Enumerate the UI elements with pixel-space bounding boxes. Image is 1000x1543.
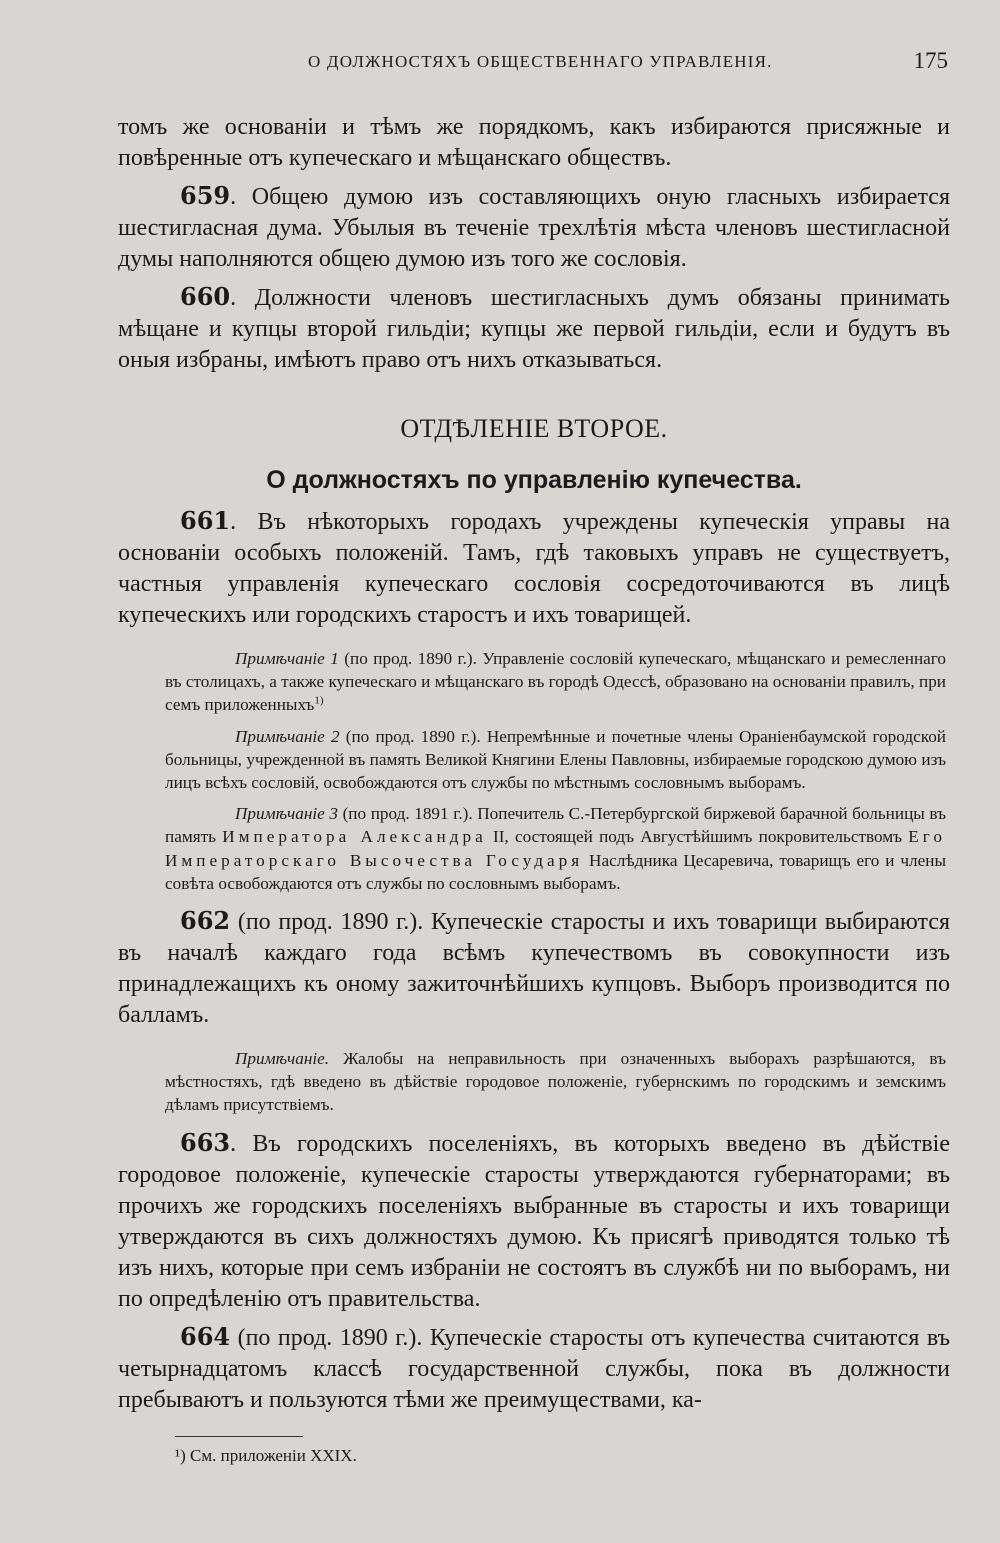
article-660: 660. Должности членовъ шестигласныхъ думъ обязаны принимать мѣщане и купцы второй гильдіи; купцы же первой гильдіи, если и будутъ въ оныя избраны, имѣютъ право отъ нихъ отказываться. bbox=[118, 282, 950, 373]
note-2: Примѣчаніе 2 (по прод. 1890 г.). Непремѣнные и почетные члены Ораніенбаумской городской больницы, учрежденной въ память Великой Княгини Елены Павловны, избираемые городскою думою изъ лицъ всѣхъ сословій, освобождаются отъ службы по мѣстнымъ сословнымъ выборамъ. bbox=[165, 726, 946, 793]
part-title: ОТДѢЛЕНІЕ ВТОРОЕ. bbox=[400, 414, 668, 443]
article-661: 661. Въ нѣкоторыхъ городахъ учреждены купеческія управы на основаніи особыхъ положеній. Тамъ, гдѣ таковыхъ управъ не существуетъ, частныя управленія купеческаго сословія сосредоточиваются въ лицѣ купеческихъ или городскихъ старостъ и ихъ товарищей. bbox=[118, 506, 950, 628]
article-number: 659 bbox=[180, 181, 231, 210]
notes-662 bbox=[165, 1047, 946, 1117]
page-header bbox=[118, 48, 954, 78]
chapter-title: О должностяхъ по управленію купечества. bbox=[266, 466, 802, 494]
article-664: 664 (по прод. 1890 г.). Купеческіе старосты отъ купечества считаются въ четырнадцатомъ классѣ государственной службы, пока въ должности пребываютъ и пользуются тѣми же преимуществами, ка- bbox=[118, 1321, 950, 1413]
article-663: 663. Въ городскихъ поселеніяхъ, въ которыхъ введено въ дѣйствіе городовое положеніе, купеческіе старосты утверждаются губернаторами; въ прочихъ же городскихъ поселеніяхъ выбранные въ старосты и ихъ товарищи утверждаются въ сихъ должностяхъ думою. Къ присягѣ приводятся только тѣ изъ нихъ, которые при семъ избраніи не состоятъ въ службѣ ни по выборамъ, ни по опредѣленію отъ правительства. bbox=[118, 1127, 950, 1312]
article-number: 660 bbox=[180, 282, 231, 311]
footnote: ¹) См. приложеніи XXIX. bbox=[175, 1446, 357, 1465]
article-number: 663 bbox=[180, 1127, 231, 1157]
footnote-rule bbox=[175, 1436, 303, 1437]
continuation-paragraph: томъ же основаніи и тѣмъ же порядкомъ, какъ избираются присяжные и повѣренные отъ купеческаго и мѣщанскаго обществъ. bbox=[118, 114, 950, 171]
page-body bbox=[118, 112, 950, 1416]
article-662: 662 (по прод. 1890 г.). Купеческіе старосты и ихъ товарищи выбираются въ началѣ каждаго года всѣмъ купечествомъ въ совокупности изъ принадлежащихъ къ оному зажиточнѣйшихъ купцовъ. Выборъ производится по балламъ. bbox=[118, 906, 950, 1029]
notes-661 bbox=[165, 647, 946, 895]
running-title: О ДОЛЖНОСТЯХЪ ОБЩЕСТВЕННАГО УПРАВЛЕНІЯ. bbox=[308, 52, 773, 71]
note-662: Примѣчаніе. Жалобы на неправильность при означенныхъ выборахъ разрѣшаются, въ мѣстностяхъ, гдѣ введено въ дѣйствіе городовое положеніе, губернскимъ по городскимъ и земскимъ дѣламъ присутствіемъ. bbox=[165, 1049, 946, 1115]
article-number: 661 bbox=[180, 506, 231, 535]
article-number: 664 bbox=[180, 1321, 231, 1351]
note-3: Примѣчаніе 3 (по прод. 1891 г.). Попечитель С.-Петербургской биржевой барачной больницы въ память Императора Александра II, состоящей подъ Августѣйшимъ покровительствомъ Его Императорскаго Высочества Государя Наслѣдника Цесаревича, товарищъ его и члены совѣта освобождаются отъ службы по сословнымъ выборамъ. bbox=[165, 804, 946, 893]
page-number: 175 bbox=[913, 48, 948, 73]
article-659: 659. Общею думою изъ составляющихъ оную гласныхъ избирается шестигласная дума. Убылыя въ теченіе трехлѣтія мѣста членовъ шестигласной думы наполняются общею думою изъ того же сословія. bbox=[118, 181, 950, 272]
article-number: 662 bbox=[180, 906, 231, 936]
note-1: Примѣчаніе 1 (по прод. 1890 г.). Управленіе сословій купеческаго, мѣщанскаго и ремесленнаго въ столицахъ, а также купеческаго и мѣщанскаго въ городѣ Одессѣ, образовано на основаніи правилъ, при семъ приложенныхъ$^{1)}$ bbox=[165, 649, 946, 715]
